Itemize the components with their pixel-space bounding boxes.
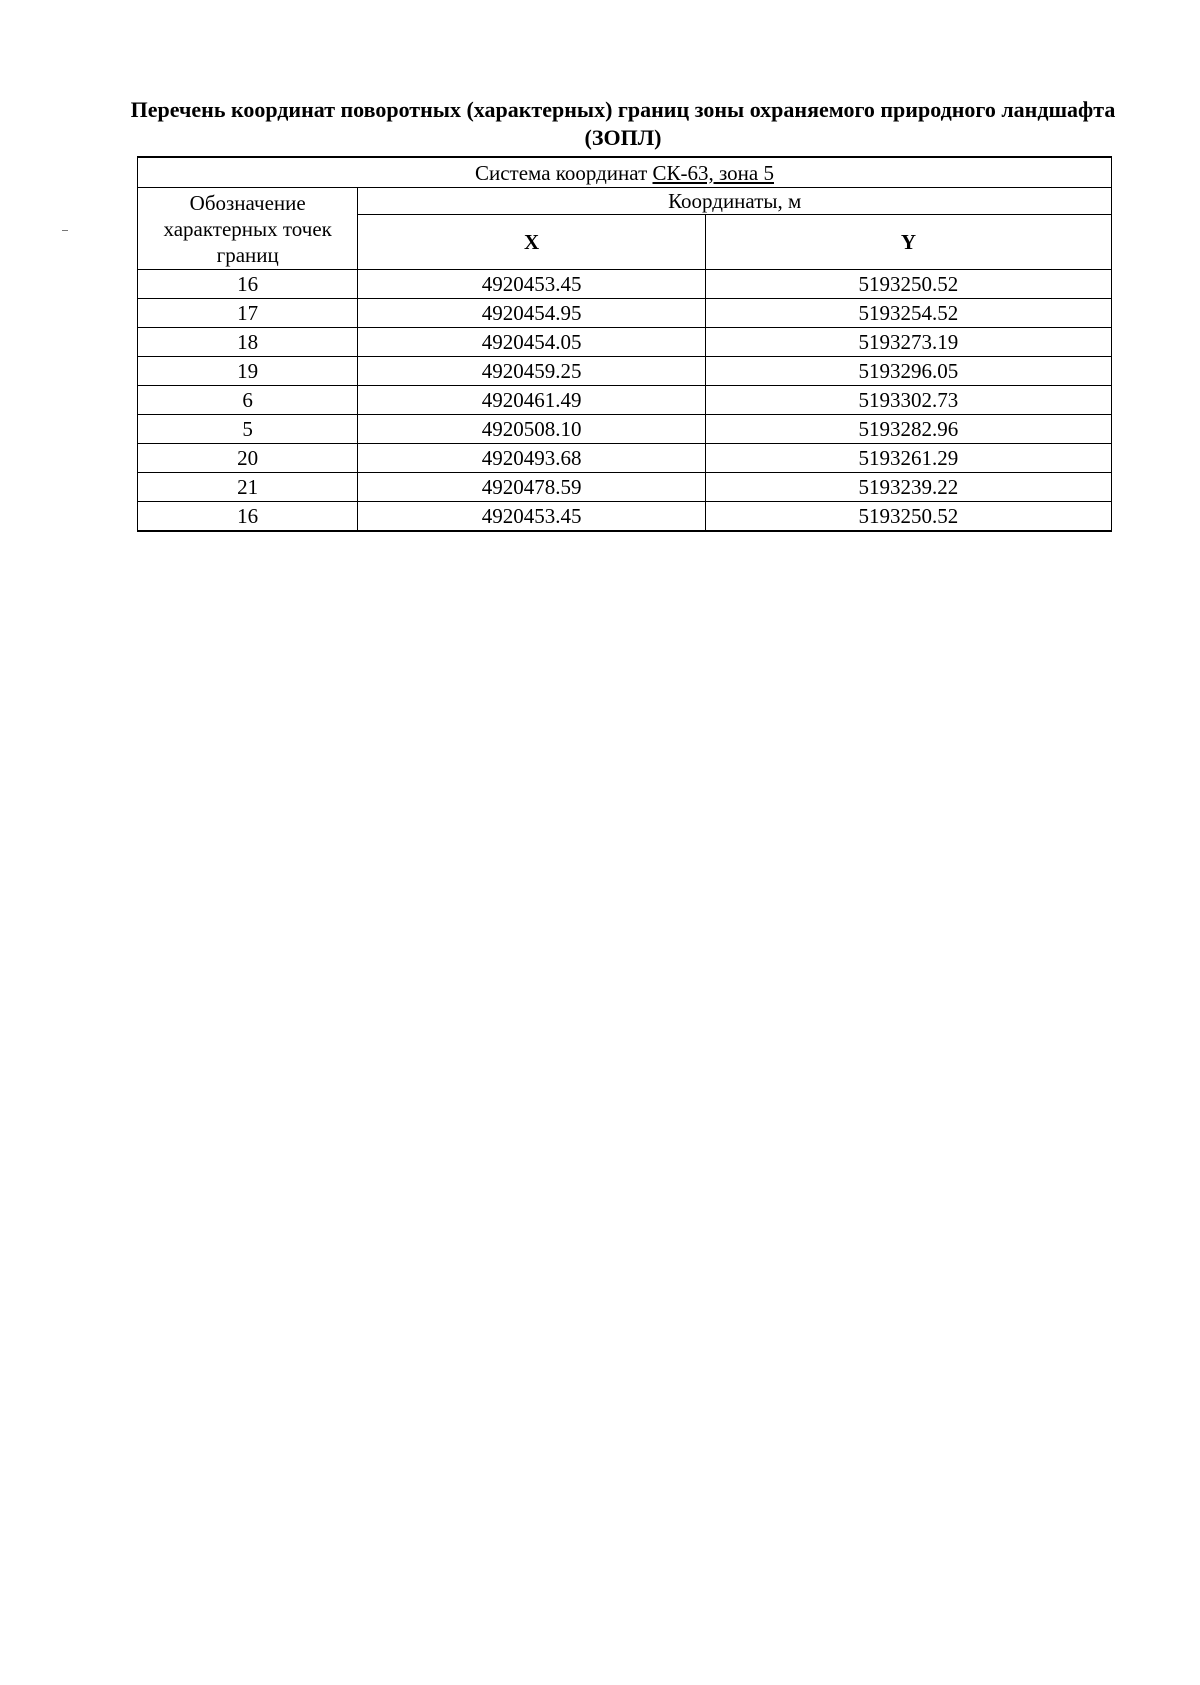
x-cell: 4920493.68 xyxy=(358,444,705,473)
point-cell: 16 xyxy=(138,502,358,532)
table-row xyxy=(138,299,1112,328)
point-designation-header: Обозначение характерных точек границ xyxy=(138,188,358,270)
point-cell: 19 xyxy=(138,357,358,386)
x-cell: 4920478.59 xyxy=(358,473,705,502)
table-row xyxy=(138,270,1112,299)
coordinate-system-prefix: Система координат xyxy=(474,160,653,185)
x-cell: 4920453.45 xyxy=(358,502,705,532)
x-cell: 4920453.45 xyxy=(358,270,705,299)
point-cell: 18 xyxy=(138,328,358,357)
header-row xyxy=(138,188,1112,215)
coordinates-table xyxy=(137,156,1112,532)
point-cell: 6 xyxy=(138,386,358,415)
table-row xyxy=(138,444,1112,473)
table-row xyxy=(138,386,1112,415)
point-cell: 20 xyxy=(138,444,358,473)
y-cell: 5193282.96 xyxy=(705,415,1111,444)
x-cell: 4920454.05 xyxy=(358,328,705,357)
point-cell: 5 xyxy=(138,415,358,444)
point-cell: 17 xyxy=(138,299,358,328)
coordinates-rows xyxy=(138,270,1112,532)
y-cell: 5193254.52 xyxy=(705,299,1111,328)
x-cell: 4920454.95 xyxy=(358,299,705,328)
y-cell: 5193239.22 xyxy=(705,473,1111,502)
y-cell: 5193302.73 xyxy=(705,386,1111,415)
coordinate-system-row xyxy=(138,157,1112,188)
table-row xyxy=(138,357,1112,386)
x-cell: 4920508.10 xyxy=(358,415,705,444)
y-cell: 5193261.29 xyxy=(705,444,1111,473)
y-cell: 5193250.52 xyxy=(705,502,1111,532)
table-row xyxy=(138,502,1112,532)
y-cell: 5193250.52 xyxy=(705,270,1111,299)
document-title: Перечень координат поворотных (характерных) границ зоны охраняемого природного ландшафта (ЗОПЛ) xyxy=(130,97,1116,150)
point-cell: 21 xyxy=(138,473,358,502)
x-cell: 4920459.25 xyxy=(358,357,705,386)
x-header: X xyxy=(358,215,705,270)
table-row xyxy=(138,415,1112,444)
y-cell: 5193273.19 xyxy=(705,328,1111,357)
x-cell: 4920461.49 xyxy=(358,386,705,415)
coordinate-system-name: СК-63, зона 5 xyxy=(652,160,774,185)
scan-mark xyxy=(62,230,68,231)
coordinate-system-cell xyxy=(138,157,1112,188)
point-cell: 16 xyxy=(138,270,358,299)
y-header: Y xyxy=(705,215,1111,270)
table-row xyxy=(138,328,1112,357)
y-cell: 5193296.05 xyxy=(705,357,1111,386)
table-row xyxy=(138,473,1112,502)
coordinates-header: Координаты, м xyxy=(358,188,1112,215)
